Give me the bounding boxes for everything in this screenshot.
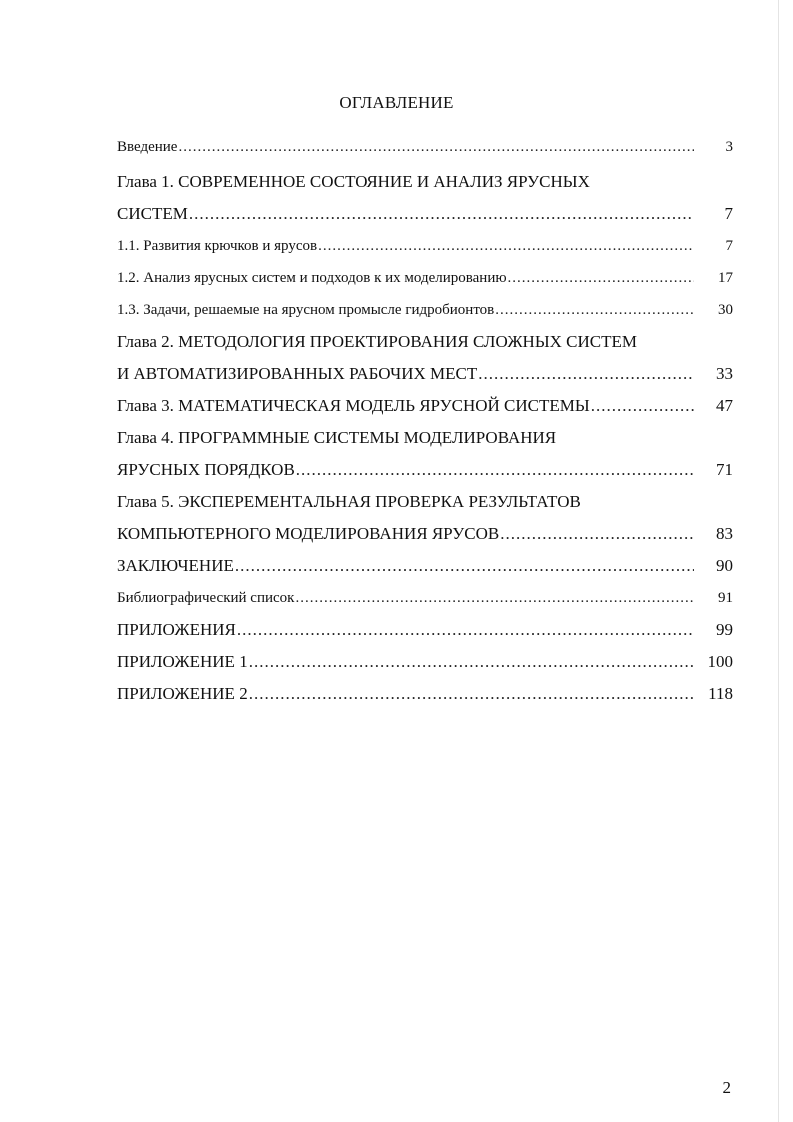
toc-entry-bibliography[interactable] — [117, 582, 737, 614]
toc-title: ОГЛАВЛЕНИЕ — [339, 93, 454, 112]
toc-dot-leader — [178, 134, 694, 160]
toc-page-number: 83 — [716, 524, 733, 543]
toc-dot-leader — [249, 646, 694, 678]
toc-dot-leader — [318, 230, 694, 262]
toc-dot-leader — [508, 262, 694, 294]
toc-entry-section-1-1[interactable] — [117, 230, 737, 262]
toc-entry-row — [117, 198, 737, 230]
toc-entry-row — [117, 230, 737, 262]
toc-entry-appendix-2[interactable] — [117, 678, 737, 710]
toc-dot-leader — [295, 582, 694, 614]
toc-entry-row — [117, 550, 737, 582]
toc-entry-appendix-1[interactable] — [117, 646, 737, 678]
toc-entry-line1: Глава 5. ЭКСПЕРЕМЕНТАЛЬНАЯ ПРОВЕРКА РЕЗУЛЬТАТОВ — [117, 492, 581, 511]
toc-entry-text: ПРИЛОЖЕНИЯ — [117, 620, 236, 639]
toc-entry-introduction[interactable] — [117, 134, 737, 166]
toc-entry-text: 1.2. Анализ ярусных систем и подходов к их моделированию — [117, 270, 507, 286]
toc-entry-chapter-4[interactable] — [117, 422, 737, 486]
toc-entry-chapter-5[interactable] — [117, 486, 737, 550]
toc-entry-row — [117, 646, 737, 678]
toc-entry-chapter-1[interactable] — [117, 166, 737, 230]
toc-entry-line1: Глава 4. ПРОГРАММНЫЕ СИСТЕМЫ МОДЕЛИРОВАНИЯ — [117, 428, 557, 447]
toc-entry-conclusion[interactable] — [117, 550, 737, 582]
toc-entry-text: ПРИЛОЖЕНИЕ 1 — [117, 652, 248, 671]
toc-entry-line2: ЯРУСНЫХ ПОРЯДКОВ — [117, 460, 295, 479]
toc-dot-leader — [500, 518, 694, 550]
toc-page-number: 100 — [707, 652, 733, 671]
toc-entry-text: Глава 3. МАТЕМАТИЧЕСКАЯ МОДЕЛЬ ЯРУСНОЙ СИСТЕМЫ — [117, 396, 590, 415]
toc-entry-text: Введение — [117, 139, 178, 155]
toc-entry-line1: Глава 2. МЕТОДОЛОГИЯ ПРОЕКТИРОВАНИЯ СЛОЖНЫХ СИСТЕМ — [117, 332, 638, 351]
toc-page-number: 118 — [708, 684, 733, 703]
toc-entry-section-1-3[interactable] — [117, 294, 737, 326]
toc-entry-row — [117, 582, 737, 614]
toc-dot-leader — [478, 358, 694, 390]
toc-entry-row — [117, 614, 737, 646]
toc-entry-row — [117, 390, 737, 422]
toc-page-number: 3 — [725, 139, 733, 155]
toc-entry-line2: И АВТОМАТИЗИРОВАННЫХ РАБОЧИХ МЕСТ — [117, 364, 478, 383]
toc-entry-row — [117, 262, 737, 294]
toc-entry-row — [117, 358, 737, 390]
scan-edge-line — [778, 0, 779, 1122]
toc-page-number: 17 — [718, 270, 733, 286]
toc-dot-leader — [189, 198, 694, 230]
toc-page-number: 90 — [716, 556, 733, 575]
toc-page-number: 71 — [716, 460, 733, 479]
toc-entry-text: 1.1. Развития крючков и ярусов — [117, 238, 318, 254]
toc-entry-text: Библиографический список — [117, 590, 295, 606]
page-number: 2 — [722, 1078, 731, 1097]
toc-dot-leader — [296, 454, 694, 486]
toc-page-number: 7 — [724, 204, 733, 223]
toc-page-number: 30 — [718, 302, 733, 318]
toc-entry-text: 1.3. Задачи, решаемые на ярусном промысле гидробионтов — [117, 302, 495, 318]
toc-entry-line2: КОМПЬЮТЕРНОГО МОДЕЛИРОВАНИЯ ЯРУСОВ — [117, 524, 500, 543]
toc-dot-leader — [235, 550, 694, 582]
toc-entry-row — [117, 518, 737, 550]
toc-page-number: 99 — [716, 620, 733, 639]
table-of-contents — [117, 134, 737, 710]
toc-entry-line2: СИСТЕМ — [117, 204, 188, 223]
toc-entry-line1: Глава 1. СОВРЕМЕННОЕ СОСТОЯНИЕ И АНАЛИЗ ЯРУСНЫХ — [117, 172, 590, 191]
toc-page-number: 33 — [716, 364, 733, 383]
toc-entry-text: ЗАКЛЮЧЕНИЕ — [117, 556, 234, 575]
toc-entry-row — [117, 678, 737, 710]
toc-entry-text: ПРИЛОЖЕНИЕ 2 — [117, 684, 248, 703]
toc-page-number: 47 — [716, 396, 733, 415]
toc-entry-chapter-3[interactable] — [117, 390, 737, 422]
toc-entry-row — [117, 454, 737, 486]
toc-dot-leader — [249, 678, 694, 710]
toc-entry-row — [117, 294, 737, 326]
toc-dot-leader — [237, 614, 694, 646]
toc-page-number: 7 — [725, 238, 733, 254]
toc-entry-section-1-2[interactable] — [117, 262, 737, 294]
toc-entry-appendices[interactable] — [117, 614, 737, 646]
toc-page-number: 91 — [718, 590, 733, 606]
toc-dot-leader — [495, 294, 694, 326]
toc-dot-leader — [591, 390, 694, 422]
toc-entry-row — [117, 134, 737, 160]
toc-entry-chapter-2[interactable] — [117, 326, 737, 390]
